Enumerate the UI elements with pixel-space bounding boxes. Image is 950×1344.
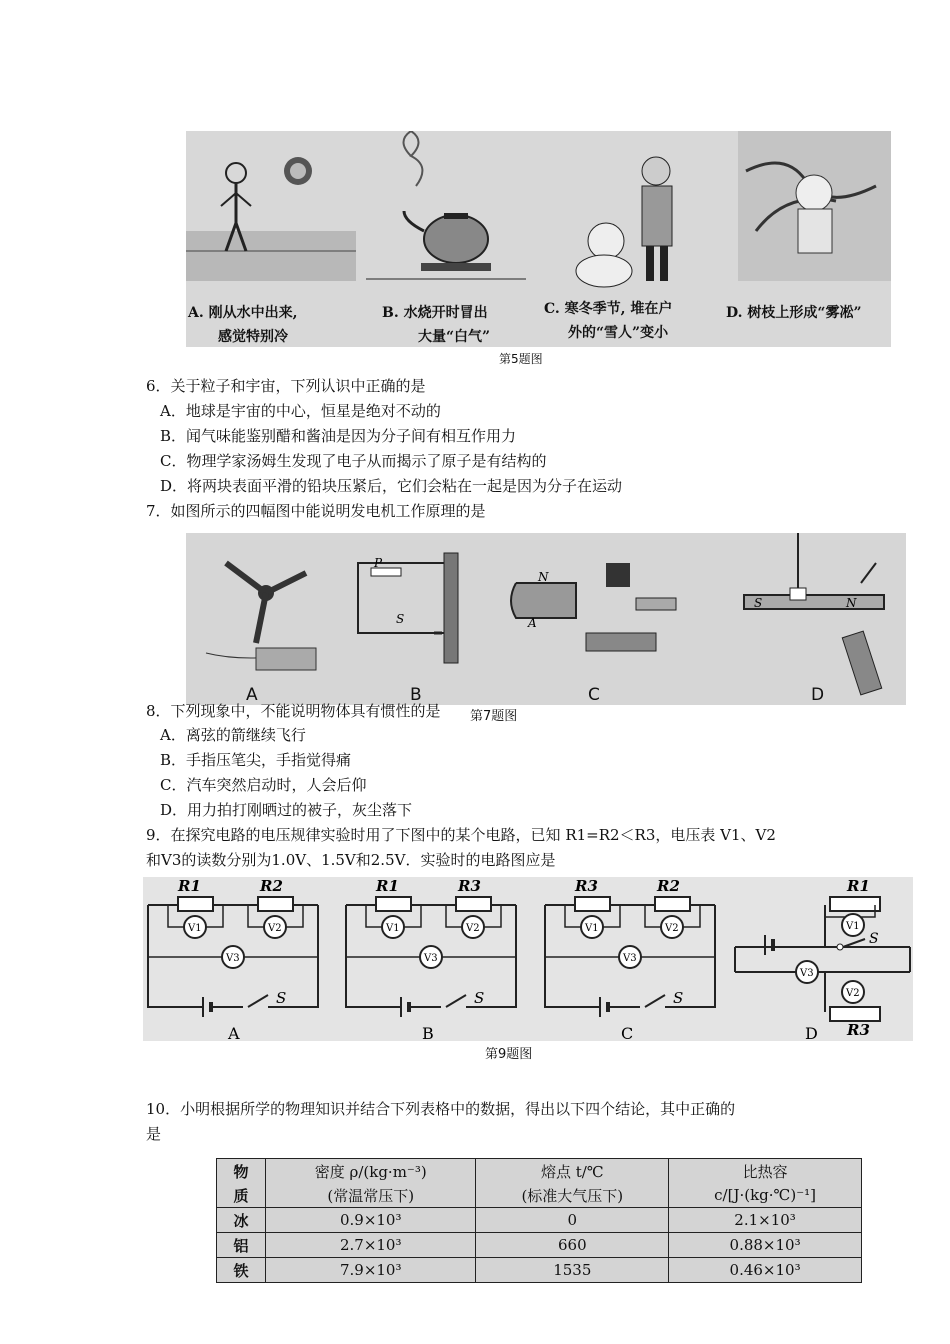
svg-text:A: A bbox=[528, 616, 537, 630]
circuit-c-r-right-label: R2 bbox=[657, 877, 680, 895]
table-header-cell: 密度 ρ/(kg·m⁻³) bbox=[266, 1159, 476, 1184]
q5-panel-b-label: B. 水烧开时冒出 大量“白气” bbox=[382, 305, 491, 345]
q8-stem: 8．下列现象中，不能说明物体具有惯性的是 bbox=[146, 702, 441, 720]
circuit-a-v-right-label: V2 bbox=[268, 923, 282, 934]
table-row bbox=[217, 1208, 862, 1233]
q9-circuits bbox=[143, 877, 913, 1041]
svg-text:P: P bbox=[374, 556, 383, 570]
q5-panel-b-drawing bbox=[366, 131, 526, 279]
circuit-c-switch bbox=[645, 995, 665, 1007]
q7-stem: 7．如图所示的四幅图中能说明发电机工作原理的是 bbox=[146, 502, 486, 520]
table-header-cell: 比热容 bbox=[669, 1159, 862, 1184]
circuit-c-v-main-label: V3 bbox=[623, 953, 637, 964]
circuit-c-switch-label: S bbox=[673, 989, 684, 1007]
circuit-b-r-right-label: R3 bbox=[458, 877, 481, 895]
table-header-cell: c/[J·(kg·℃)⁻¹] bbox=[669, 1183, 862, 1208]
q9-stem-line2: 和V3的读数分别为1.0V、1.5V和2.5V．实验时的电路图应是 bbox=[146, 851, 556, 869]
q7-illustrations bbox=[186, 533, 906, 705]
circuit-b-v-left-label: V1 bbox=[386, 923, 400, 934]
circuit-d-r-top bbox=[830, 897, 880, 911]
table-header-cell: (标准大气压下) bbox=[476, 1183, 669, 1208]
table-cell: 0.88×10³ bbox=[669, 1233, 862, 1258]
circuit-b-label: B bbox=[422, 1024, 434, 1041]
circuit-d-switch bbox=[843, 939, 865, 947]
q7-label-b: B bbox=[410, 685, 422, 705]
circuit-c-v-right-label: V2 bbox=[665, 923, 679, 934]
q7-label-c: C bbox=[588, 685, 600, 705]
circuit-a-v-left-label: V1 bbox=[188, 923, 202, 934]
table-cell: 0.9×10³ bbox=[266, 1208, 476, 1233]
circuit-b-switch bbox=[446, 995, 466, 1007]
table-header-cell: 熔点 t/℃ bbox=[476, 1159, 669, 1184]
svg-text:N: N bbox=[846, 596, 857, 610]
circuit-a-label: A bbox=[228, 1024, 240, 1041]
table-cell: 0 bbox=[476, 1208, 669, 1233]
q7-label-a: A bbox=[246, 685, 258, 705]
circuit-b bbox=[346, 877, 516, 1041]
q5-panel-c-drawing bbox=[576, 157, 672, 287]
circuit-a-switch-label: S bbox=[276, 989, 287, 1007]
svg-text:S: S bbox=[754, 596, 763, 610]
circuit-c-v-left-label: V1 bbox=[585, 923, 599, 934]
table-row bbox=[217, 1258, 862, 1283]
circuit-c-r-left bbox=[575, 897, 610, 911]
q7-b-drawing bbox=[358, 553, 458, 663]
circuit-c-label: C bbox=[621, 1024, 634, 1041]
circuit-c-r-left-label: R3 bbox=[575, 877, 598, 895]
table-cell: 铝 bbox=[217, 1233, 266, 1258]
circuit-d-r-bottom bbox=[830, 1007, 880, 1021]
q8-option-d: D．用力拍打刚晒过的被子，灰尘落下 bbox=[160, 801, 413, 819]
figure-q9 bbox=[143, 877, 913, 1041]
circuit-d-r-top-label: R1 bbox=[847, 877, 870, 895]
table-cell: 铁 bbox=[217, 1258, 266, 1283]
table-header-cell: 质 bbox=[217, 1183, 266, 1208]
circuit-a-v-main-label: V3 bbox=[226, 953, 240, 964]
table-header-row bbox=[217, 1159, 862, 1184]
circuit-a-r-right bbox=[258, 897, 293, 911]
table-header-cell: 物 bbox=[217, 1159, 266, 1184]
circuit-a-r-left bbox=[178, 897, 213, 911]
circuit-a-r-right-label: R2 bbox=[260, 877, 283, 895]
table-cell: 2.1×10³ bbox=[669, 1208, 862, 1233]
circuit-a-r-left-label: R1 bbox=[178, 877, 201, 895]
table-cell: 冰 bbox=[217, 1208, 266, 1233]
q7-d-drawing bbox=[744, 533, 884, 695]
q7-caption: 第7题图 bbox=[470, 709, 518, 724]
circuit-a-switch bbox=[248, 995, 268, 1007]
circuit-b-r-left bbox=[376, 897, 411, 911]
table-cell: 0.46×10³ bbox=[669, 1258, 862, 1283]
q10-data-table bbox=[216, 1158, 862, 1283]
table-header-row bbox=[217, 1183, 862, 1208]
circuit-c-r-right bbox=[655, 897, 690, 911]
circuit-d-v-bottom-label: V2 bbox=[846, 988, 860, 999]
q8-option-b: B．手指压笔尖，手指觉得痛 bbox=[160, 751, 352, 769]
q5-panel-a-label: A. 刚从水中出来, 感觉特别冷 bbox=[188, 305, 298, 345]
svg-text:N: N bbox=[538, 570, 549, 584]
circuit-b-v-right-label: V2 bbox=[466, 923, 480, 934]
circuit-d-r-bottom-label: R3 bbox=[847, 1021, 870, 1039]
svg-text:S: S bbox=[396, 612, 405, 626]
q10-stem-line2: 是 bbox=[146, 1125, 162, 1143]
q5-panel-c-label: C. 寒冬季节, 堆在户 外的“雪人”变小 bbox=[544, 301, 673, 341]
circuit-d-v-top-label: V1 bbox=[846, 921, 860, 932]
table-cell: 7.9×10³ bbox=[266, 1258, 476, 1283]
q7-label-d: D bbox=[811, 685, 825, 705]
q6-option-a: A．地球是宇宙的中心，恒星是绝对不动的 bbox=[160, 402, 441, 420]
figure-q5 bbox=[186, 131, 891, 347]
q6-option-b: B．闻气味能鉴别醋和酱油是因为分子间有相互作用力 bbox=[160, 427, 517, 445]
table-cell: 660 bbox=[476, 1233, 669, 1258]
q8-option-a: A．离弦的箭继续飞行 bbox=[160, 726, 306, 744]
table-cell: 2.7×10³ bbox=[266, 1233, 476, 1258]
circuit-b-r-right bbox=[456, 897, 491, 911]
circuit-d-label: D bbox=[805, 1024, 818, 1041]
table-row bbox=[217, 1233, 862, 1258]
q7-a-drawing bbox=[206, 563, 316, 670]
circuit-b-r-left-label: R1 bbox=[376, 877, 399, 895]
circuit-b-v-main-label: V3 bbox=[424, 953, 438, 964]
q5-panel-d-label: D. 树枝上形成“雾凇” bbox=[726, 305, 862, 321]
table-cell: 1535 bbox=[476, 1258, 669, 1283]
q8-option-c: C．汽车突然启动时，人会后仰 bbox=[160, 776, 367, 794]
q9-stem-line1: 9．在探究电路的电压规律实验时用了下图中的某个电路，已知 R1=R2＜R3，电压表 V1、V2 bbox=[146, 826, 776, 844]
table-header-cell: (常温常压下) bbox=[266, 1183, 476, 1208]
circuit-a bbox=[148, 877, 318, 1041]
circuit-c bbox=[545, 877, 715, 1041]
q5-caption: 第5题图 bbox=[499, 352, 543, 366]
q5-panel-d-drawing bbox=[738, 131, 891, 281]
circuit-b-switch-label: S bbox=[474, 989, 485, 1007]
q7-c-drawing bbox=[511, 563, 676, 651]
q6-option-c: C．物理学家汤姆生发现了电子从而揭示了原子是有结构的 bbox=[160, 452, 547, 470]
q5-panel-a-drawing bbox=[186, 157, 356, 281]
figure-q7 bbox=[186, 533, 906, 705]
q9-caption: 第9题图 bbox=[485, 1047, 533, 1062]
q6-option-d: D．将两块表面平滑的铅块压紧后，它们会粘在一起是因为分子在运动 bbox=[160, 477, 623, 495]
q6-stem: 6．关于粒子和宇宙，下列认识中正确的是 bbox=[146, 377, 426, 395]
circuit-d-switch-label: S bbox=[869, 931, 879, 947]
circuit-d-v-main-label: V3 bbox=[800, 968, 814, 979]
circuit-d bbox=[735, 877, 910, 1041]
q10-stem-line1: 10．小明根据所学的物理知识并结合下列表格中的数据，得出以下四个结论，其中正确的 bbox=[146, 1100, 736, 1118]
